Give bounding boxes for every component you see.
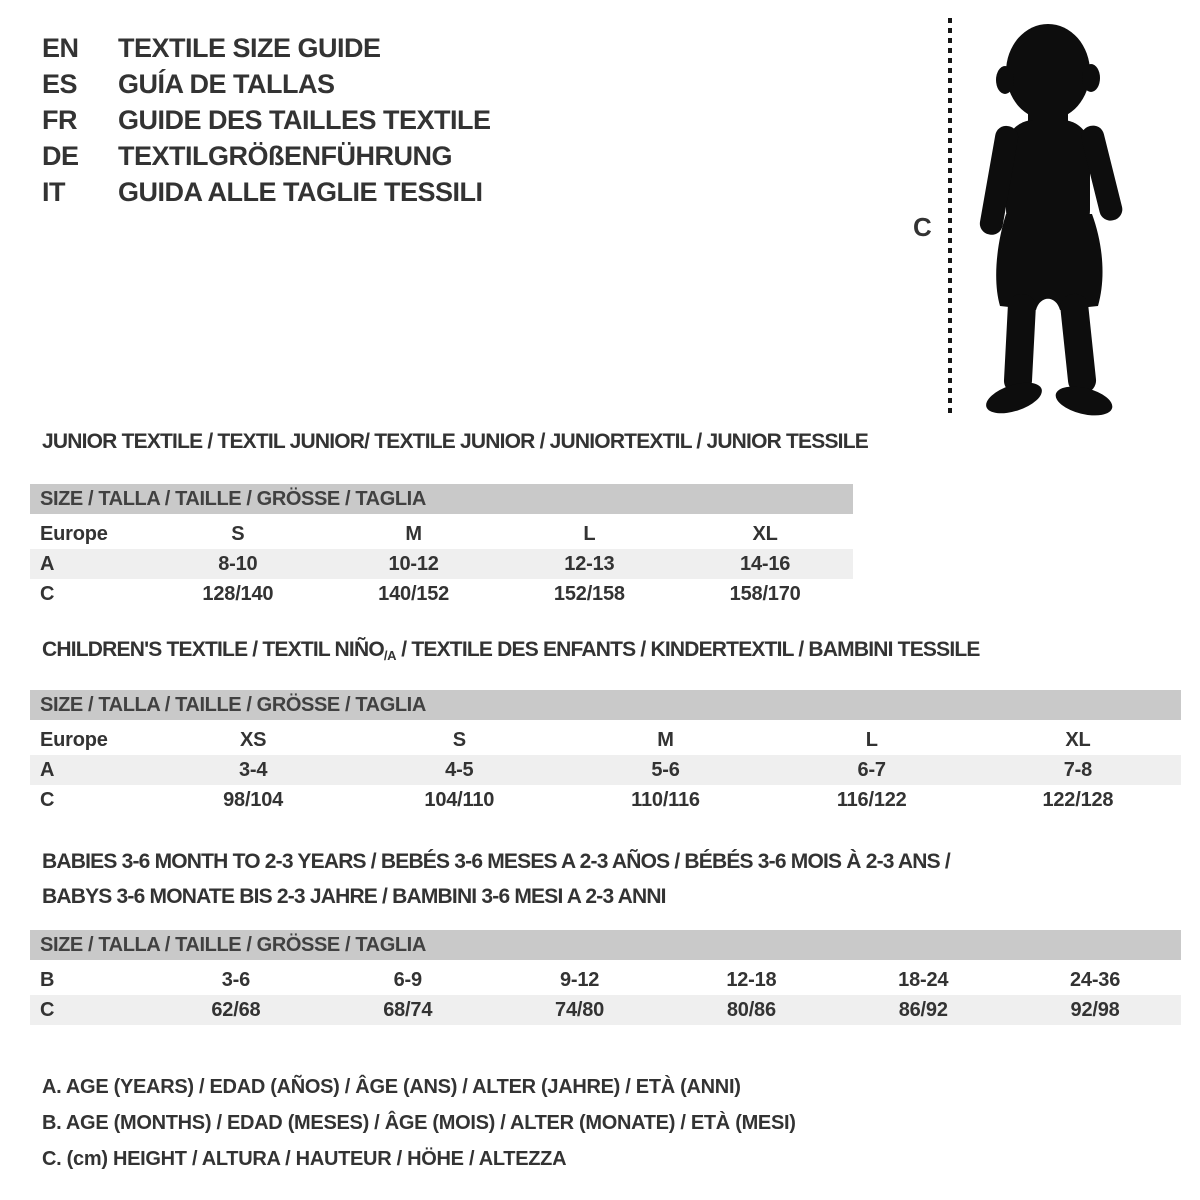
children-title-subscript: /A	[383, 648, 397, 663]
table-row-height	[30, 785, 1181, 815]
children-title-rest: / TEXTILE DES ENFANTS / KINDERTEXTIL / BAMBINI TESSILE	[396, 638, 980, 661]
junior-section-title: JUNIOR TEXTILE / TEXTIL JUNIOR/ TEXTILE JUNIOR / JUNIORTEXTIL / JUNIOR TESSILE	[42, 430, 868, 453]
height-cell: 80/86	[726, 999, 776, 1021]
height-measure-label: C	[913, 212, 932, 242]
age-cell: 12-18	[726, 969, 777, 991]
row-label: C	[40, 789, 55, 811]
age-cell: 6-7	[857, 759, 886, 781]
row-label: Europe	[40, 523, 108, 545]
row-label: A	[40, 553, 55, 575]
table-row-age	[30, 549, 853, 579]
age-cell: 3-4	[238, 759, 268, 781]
age-cell: 7-8	[1063, 759, 1093, 781]
row-label: A	[40, 759, 55, 781]
babies-section-title	[42, 844, 950, 914]
babies-size-table	[30, 930, 1181, 1025]
age-cell: 14-16	[740, 553, 791, 575]
language-title: TEXTILGRÖßENFÜHRUNG	[118, 141, 452, 171]
language-row	[42, 138, 491, 174]
age-cell: 9-12	[559, 969, 600, 991]
row-label: C	[40, 583, 55, 605]
row-label: Europe	[40, 729, 108, 751]
size-cell: M	[657, 729, 674, 751]
legend-line-c: C. (cm) HEIGHT / ALTURA / HAUTEUR / HÖHE / ALTEZZA	[42, 1148, 567, 1170]
legend-line-b: B. AGE (MONTHS) / EDAD (MESES) / ÂGE (MOIS) / ALTER (MONATE) / ETÀ (MESI)	[42, 1112, 796, 1134]
table-row-height	[30, 995, 1181, 1025]
size-cell: L	[865, 729, 878, 751]
language-title: GUIDA ALLE TAGLIE TESSILI	[118, 177, 483, 207]
table-row-age	[30, 755, 1181, 785]
age-cell: 12-13	[564, 553, 615, 575]
height-cell: 158/170	[729, 583, 801, 605]
table-row-europe	[30, 519, 853, 549]
row-label: B	[40, 969, 55, 991]
size-cell: S	[452, 729, 466, 751]
size-cell: XS	[239, 729, 267, 751]
height-cell: 152/158	[553, 583, 625, 605]
age-cell: 6-9	[393, 969, 422, 991]
language-code: FR	[42, 105, 77, 135]
height-cell: 122/128	[1042, 789, 1114, 811]
language-row	[42, 30, 491, 66]
children-title-main: CHILDREN'S TEXTILE / TEXTIL NIÑO	[42, 638, 384, 661]
language-title: GUÍA DE TALLAS	[118, 69, 335, 99]
size-cell: S	[231, 523, 245, 545]
toddler-silhouette-icon	[960, 16, 1140, 420]
height-cell: 86/92	[898, 999, 948, 1021]
size-cell: XL	[1065, 729, 1091, 751]
legend-line-a: A. AGE (YEARS) / EDAD (AÑOS) / ÂGE (ANS) / ALTER (JAHRE) / ETÀ (ANNI)	[42, 1076, 741, 1098]
language-row	[42, 66, 491, 102]
height-cell: 104/110	[424, 789, 495, 811]
height-cell: 62/68	[211, 999, 261, 1021]
age-cell: 18-24	[898, 969, 949, 991]
row-label: C	[40, 999, 55, 1021]
language-code: ES	[42, 69, 78, 99]
size-header-bar: SIZE / TALLA / TAILLE / GRÖSSE / TAGLIA	[30, 484, 853, 514]
height-cell: 140/152	[378, 583, 450, 605]
age-cell: 3-6	[221, 969, 251, 991]
junior-size-table	[30, 484, 853, 609]
size-header-bar: SIZE / TALLA / TAILLE / GRÖSSE / TAGLIA	[30, 690, 1181, 720]
height-cell: 110/116	[631, 789, 700, 811]
language-row	[42, 174, 491, 210]
language-code: EN	[42, 33, 79, 63]
size-cell: L	[583, 523, 596, 545]
height-cell: 68/74	[383, 999, 433, 1021]
height-cell: 98/104	[223, 789, 284, 811]
table-row-height	[30, 579, 853, 609]
age-cell: 10-12	[388, 553, 439, 575]
babies-title-line2: BABYS 3-6 MONATE BIS 2-3 JAHRE / BAMBINI 3-6 MESI A 2-3 ANNI	[42, 885, 666, 908]
table-row-europe	[30, 725, 1181, 755]
size-cell: M	[405, 523, 422, 545]
language-title-list	[42, 30, 491, 210]
language-title: GUIDE DES TAILLES TEXTILE	[118, 105, 491, 135]
language-code: IT	[42, 177, 65, 207]
age-cell: 4-5	[445, 759, 474, 781]
language-code: DE	[42, 141, 79, 171]
children-size-table	[30, 690, 1181, 815]
language-row	[42, 102, 491, 138]
height-measure-dashed-line	[948, 18, 952, 416]
children-section-title	[42, 638, 980, 663]
height-cell: 128/140	[202, 583, 274, 605]
babies-title-line1: BABIES 3-6 MONTH TO 2-3 YEARS / BEBÉS 3-6 MESES A 2-3 AÑOS / BÉBÉS 3-6 MOIS À 2-3 ANS /	[42, 850, 950, 873]
size-cell: XL	[752, 523, 778, 545]
height-cell: 74/80	[555, 999, 605, 1021]
age-cell: 8-10	[218, 553, 258, 575]
table-row-age-months	[30, 965, 1181, 995]
size-header-bar: SIZE / TALLA / TAILLE / GRÖSSE / TAGLIA	[30, 930, 1181, 960]
age-cell: 5-6	[651, 759, 680, 781]
age-cell: 24-36	[1069, 969, 1121, 991]
height-cell: 92/98	[1070, 999, 1120, 1021]
height-cell: 116/122	[836, 789, 907, 811]
language-title: TEXTILE SIZE GUIDE	[118, 33, 381, 63]
measurement-legend	[42, 1069, 796, 1177]
